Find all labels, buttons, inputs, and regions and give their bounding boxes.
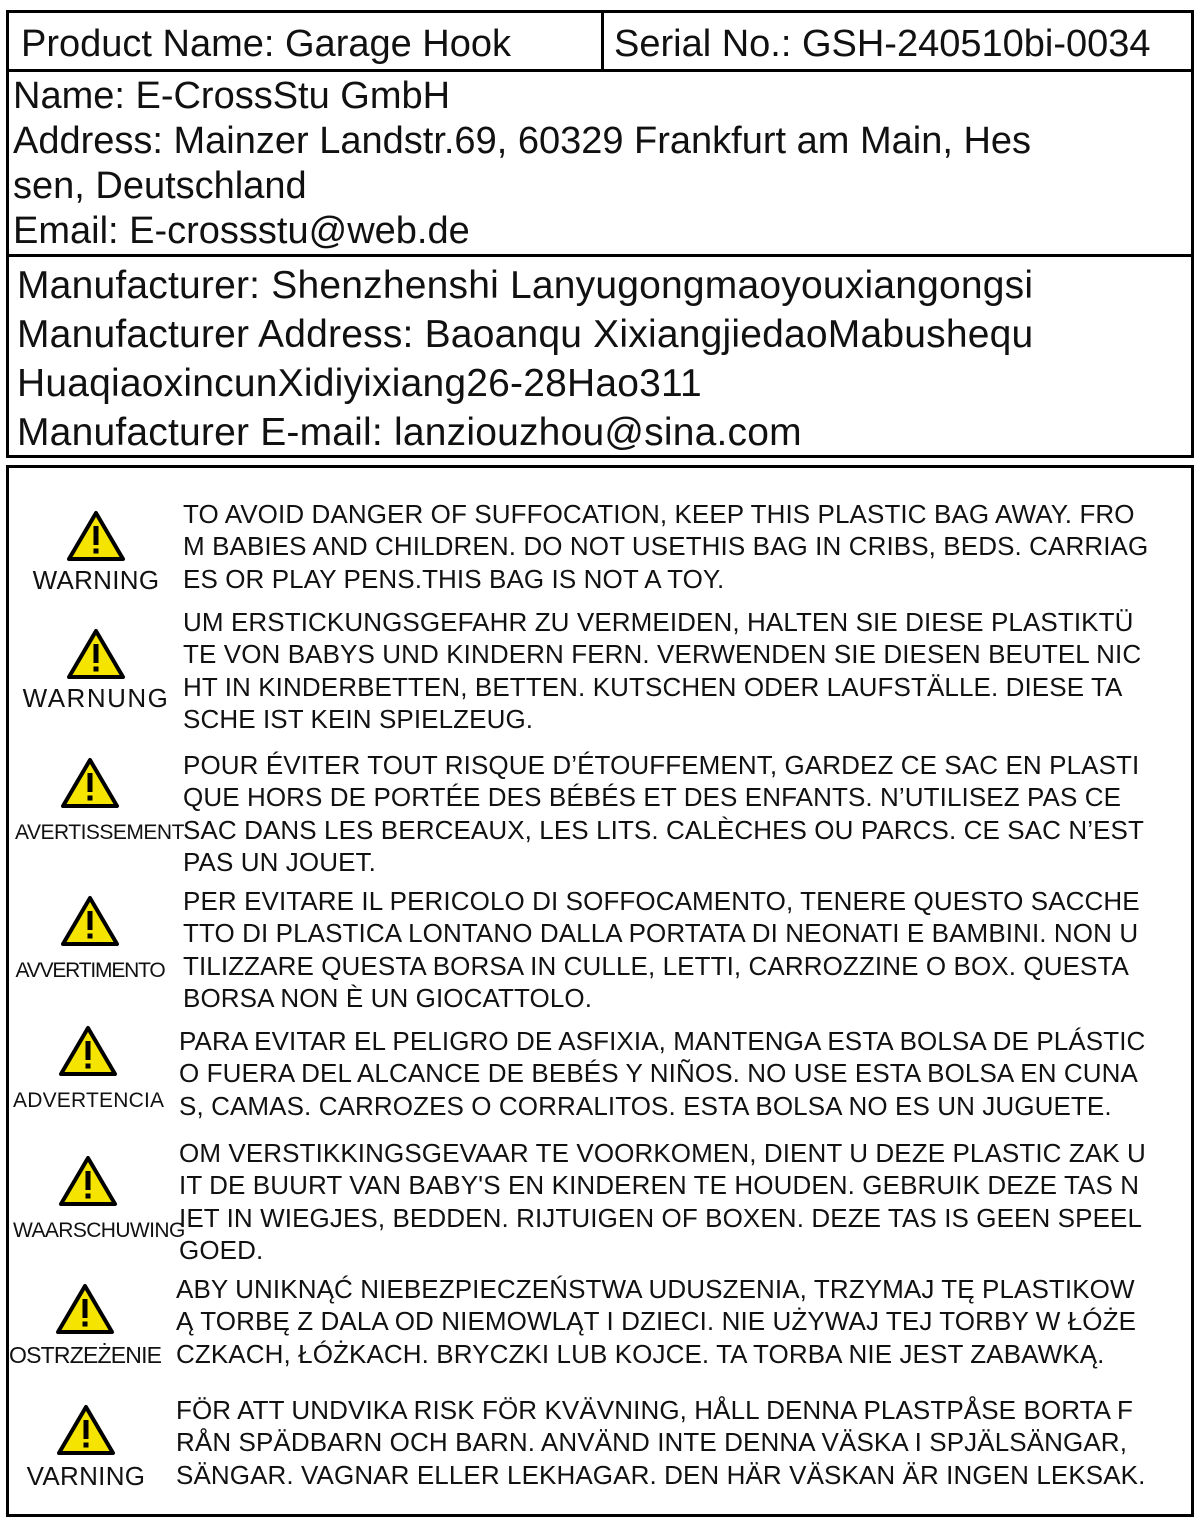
warning-triangle-icon <box>66 510 126 562</box>
warning-text <box>179 1025 1145 1122</box>
warning-label: WARNING <box>32 565 160 595</box>
warning-text-line: QUE HORS DE PORTÉE DES BÉBÉS ET DES ENFANTS. N’UTILISEZ PAS CE <box>183 782 1122 813</box>
manufacturer-name: Manufacturer: Shenzhenshi Lanyugongmaoyouxiangongsi <box>17 264 1034 307</box>
serial-number: Serial No.: GSH-240510bi-0034 <box>614 23 1151 65</box>
product-name: Product Name: Garage Hook <box>21 23 512 65</box>
warning-text-line: OM VERSTIKKINGSGEVAAR TE VOORKOMEN, DIENT U DEZE PLASTIC ZAK U <box>179 1138 1146 1168</box>
warning-badge <box>11 1404 161 1490</box>
warning-text-line: TE VON BABYS UND KINDERN FERN. VERWENDEN SIE DIESEN BEUTEL NIC <box>183 639 1142 670</box>
warning-text-line: GOED. <box>179 1235 264 1266</box>
warning-text-line: M BABIES AND CHILDREN. DO NOT USETHIS BAG IN CRIBS, BEDS. CARRIAG <box>183 531 1149 562</box>
warning-text-line: BORSA NON È UN GIOCATTOLO. <box>183 983 593 1014</box>
warning-text-line: TILIZZARE QUESTA BORSA IN CULLE, LETTI, CARROZZINE O BOX. QUESTA <box>183 950 1129 981</box>
warning-label: WAARSCHUWING <box>13 1219 185 1242</box>
warning-label: ADVERTENCIA <box>13 1089 165 1112</box>
warning-text <box>179 1137 1146 1267</box>
suffocation-warnings-block <box>6 465 1194 1517</box>
importer-address-line-2: sen, Deutschland <box>13 165 307 207</box>
warning-triangle-icon <box>58 1155 118 1207</box>
manufacturer-address-line-1: Manufacturer Address: Baoanqu XixiangjiedaoMabushequ <box>17 313 1034 356</box>
warning-text-line: O FUERA DEL ALCANCE DE BEBÉS Y NIÑOS. NO USE ESTA BOLSA EN CUNA <box>179 1058 1138 1089</box>
warning-text-line: Ą TORBĘ Z DALA OD NIEMOWLĄT I DZIECI. NIE UŻYWAJ TEJ TORBY W ŁÓŻE <box>176 1306 1137 1337</box>
warning-text-line: IET IN WIEGJES, BEDDEN. RIJTUIGEN OF BOXEN. DEZE TAS IS GEEN SPEEL <box>179 1202 1143 1233</box>
manufacturer-info-block <box>6 254 1194 458</box>
warning-text <box>176 1394 1145 1491</box>
warning-text-line: PAS UN JOUET. <box>183 847 376 878</box>
warning-badge <box>13 1155 185 1245</box>
warning-text-line: FÖR ATT UNDVIKA RISK FÖR KVÄVNING, HÅLL DENNA PLASTPÅSE BORTA F <box>176 1395 1133 1425</box>
warning-label: AVVERTIMENTO <box>15 959 165 982</box>
warning-triangle-icon <box>58 1025 118 1077</box>
warning-text <box>183 606 1141 736</box>
warning-text-line: IT DE BUURT VAN BABY'S EN KINDEREN TE HOUDEN. GEBRUIK DEZE TAS N <box>179 1170 1140 1201</box>
warning-badge <box>13 1025 163 1115</box>
warning-text-line: PER EVITARE IL PERICOLO DI SOFFOCAMENTO, TENERE QUESTO SACCHE <box>183 886 1140 916</box>
importer-name: Name: E-CrossStu GmbH <box>13 75 451 117</box>
warning-text-line: SÄNGAR. VAGNAR ELLER LEKHAGAR. DEN HÄR VÄSKAN ÄR INGEN LEKSAK. <box>176 1459 1146 1490</box>
warning-text-line: SAC DANS LES BERCEAUX, LES LITS. CALÈCHES OU PARCS. CE SAC N’EST <box>183 814 1144 845</box>
importer-info-block <box>6 69 1194 257</box>
product-name-cell <box>6 10 604 72</box>
warning-text-line: RÅN SPÄDBARN OCH BARN. ANVÄND INTE DENNA VÄSKA I SPJÄLSÄNGAR, <box>176 1427 1128 1458</box>
warning-text <box>183 498 1148 595</box>
warning-text-line: ES OR PLAY PENS.THIS BAG IS NOT A TOY. <box>183 563 725 594</box>
importer-address-line-1: Address: Mainzer Landstr.69, 60329 Frankfurt am Main, Hes <box>13 120 1032 162</box>
warning-triangle-icon <box>66 628 126 680</box>
warning-text-line: CZKACH, ŁÓŻKACH. BRYCZKI LUB KOJCE. TA TORBA NIE JEST ZABAWKĄ. <box>176 1338 1105 1369</box>
warning-text-line: PARA EVITAR EL PELIGRO DE ASFIXIA, MANTENGA ESTA BOLSA DE PLÁSTIC <box>179 1026 1146 1056</box>
manufacturer-email: Manufacturer E-mail: lanziouzhou@sina.com <box>17 411 802 454</box>
warning-badge <box>9 1283 161 1369</box>
warning-text-line: TO AVOID DANGER OF SUFFOCATION, KEEP THIS PLASTIC BAG AWAY. FRO <box>183 499 1135 529</box>
warning-triangle-icon <box>55 1283 115 1335</box>
warning-badge <box>21 628 171 712</box>
warning-triangle-icon <box>60 757 120 809</box>
warning-label: WARNUNG <box>22 683 170 713</box>
warning-text-line: HT IN KINDERBETTEN, BETTEN. KUTSCHEN ODER LAUFSTÄLLE. DIESE TA <box>183 671 1123 702</box>
warning-triangle-icon <box>60 895 120 947</box>
warning-text <box>183 749 1144 879</box>
serial-number-cell <box>601 10 1194 72</box>
warning-text-line: UM ERSTICKUNGSGEFAHR ZU VERMEIDEN, HALTEN SIE DIESE PLASTIKTÜ <box>183 607 1134 637</box>
warning-label: VARNING <box>26 1461 146 1491</box>
importer-email: Email: E-crossstu@web.de <box>13 210 470 252</box>
manufacturer-address-line-2: HuaqiaoxincunXidiyixiang26-28Hao311 <box>17 362 702 405</box>
warning-text <box>183 885 1140 1015</box>
warning-text-line: POUR ÉVITER TOUT RISQUE D’ÉTOUFFEMENT, GARDEZ CE SAC EN PLASTI <box>183 750 1140 780</box>
warning-text-line: TTO DI PLASTICA LONTANO DALLA PORTATA DI NEONATI E BAMBINI. NON U <box>183 918 1139 949</box>
warning-label: AVERTISSEMENT <box>15 821 184 844</box>
warning-badge <box>21 510 171 594</box>
warning-text-line: ABY UNIKNĄĆ NIEBEZPIECZEŃSTWA UDUSZENIA, TRZYMAJ TĘ PLASTIKOW <box>176 1274 1135 1304</box>
warning-triangle-icon <box>56 1404 116 1456</box>
warning-badge <box>15 757 184 847</box>
warning-text <box>176 1273 1136 1370</box>
warning-text-line: S, CAMAS. CARROZES O CORRALITOS. ESTA BOLSA NO ES UN JUGUETE. <box>179 1090 1112 1121</box>
warning-badge <box>15 895 165 985</box>
warning-text-line: SCHE IST KEIN SPIELZEUG. <box>183 704 534 735</box>
warning-label: OSTRZEŻENIE <box>9 1342 162 1368</box>
